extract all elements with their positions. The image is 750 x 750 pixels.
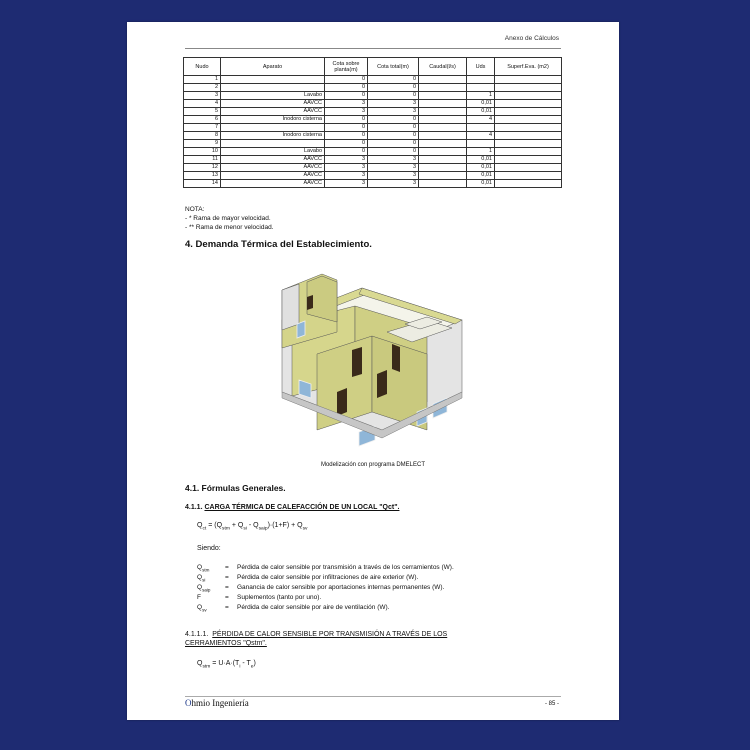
table-cell: 4 <box>184 100 221 108</box>
table-cell: 13 <box>184 172 221 180</box>
table-cell: 8 <box>184 132 221 140</box>
formula-text: = (Q <box>206 522 223 529</box>
table-cell: 3 <box>368 156 419 164</box>
footer-divider <box>185 696 561 697</box>
table-row <box>184 76 562 84</box>
table-cell <box>419 132 467 140</box>
table-cell: 3 <box>325 172 368 180</box>
document-page <box>127 22 619 720</box>
definition-symbol: $Q_{stm}$ <box>197 564 210 573</box>
table-cell: 0,01 <box>467 108 495 116</box>
section-4-1-1-1-title-line-2: CERRAMIENTOS "Qstm". <box>185 640 267 647</box>
table-cell: 0 <box>368 124 419 132</box>
table-cell: 0 <box>325 148 368 156</box>
table-cell <box>495 180 562 188</box>
table-cell <box>221 124 325 132</box>
table-cell <box>495 92 562 100</box>
definition-text: Ganancia de calor sensible por aportaciones internas permanentes (W). <box>237 584 445 591</box>
building-3d-model-image <box>277 262 482 454</box>
table-cell <box>419 124 467 132</box>
definition-symbol: $Q_{sv}$ <box>197 604 207 613</box>
table-row <box>184 108 562 116</box>
formula-subscript: i <box>239 664 241 670</box>
table-cell: 0,01 <box>467 172 495 180</box>
definition-equals: = <box>225 594 229 601</box>
formula-subscript: si <box>243 526 247 532</box>
table-cell: 0 <box>325 92 368 100</box>
table-cell <box>495 156 562 164</box>
table-row <box>184 132 562 140</box>
section-4-1-1-1-number: 4.1.1.1. <box>185 631 209 638</box>
definition-text: Pérdida de calor sensible por transmisión a través de los cerramientos (W). <box>237 564 454 571</box>
table-cell <box>467 124 495 132</box>
table-cell: 6 <box>184 116 221 124</box>
formula-text: ) <box>253 660 256 667</box>
table-cell: AAVCC <box>221 164 325 172</box>
table-cell <box>495 76 562 84</box>
table-body <box>184 76 562 188</box>
table-cell <box>495 100 562 108</box>
formula-text: - T <box>240 660 251 667</box>
table-cell: 0 <box>368 92 419 100</box>
formula-qct <box>197 522 307 531</box>
table-cell: 0 <box>368 132 419 140</box>
table-cell: 0,01 <box>467 180 495 188</box>
table-cell <box>495 132 562 140</box>
table-cell <box>221 84 325 92</box>
notes <box>185 205 274 232</box>
table-cell: Inodoro cisterna <box>221 132 325 140</box>
table-cell: 0,01 <box>467 156 495 164</box>
table-cell: 0 <box>325 84 368 92</box>
table-cell: 0 <box>368 76 419 84</box>
notes-title: NOTA: <box>185 206 205 213</box>
table-cell: 3 <box>325 108 368 116</box>
table-cell <box>419 84 467 92</box>
header-title: Anexo de Cálculos <box>504 35 559 42</box>
definition-equals: = <box>225 564 229 571</box>
table-cell <box>495 84 562 92</box>
definition-symbol: $Q_{saip}$ <box>197 584 211 593</box>
definition-text: Pérdida de calor sensible por infiltraciones de aire exterior (W). <box>237 574 419 581</box>
header-divider <box>185 48 561 49</box>
table-row <box>184 180 562 188</box>
notes-line-2: - ** Rama de menor velocidad. <box>185 224 274 231</box>
table-cell: Lavabo <box>221 148 325 156</box>
formula-subscript: ct <box>202 526 207 532</box>
formula-subscript: stm <box>222 526 230 532</box>
table-cell <box>419 172 467 180</box>
table-cell <box>467 76 495 84</box>
table-cell <box>419 108 467 116</box>
table-cell <box>419 180 467 188</box>
table-cell <box>495 148 562 156</box>
definition-text: Suplementos (tanto por uno). <box>237 594 322 601</box>
table-cell: 10 <box>184 148 221 156</box>
table-row <box>184 172 562 180</box>
table-column-header: Superf.Eva. (m2) <box>495 58 562 76</box>
table-cell <box>495 108 562 116</box>
table-cell: 3 <box>368 164 419 172</box>
formula-symbol: Q <box>197 660 203 667</box>
notes-line-1: - * Rama de mayor velocidad. <box>185 215 271 222</box>
table-cell: 3 <box>368 180 419 188</box>
table-cell: 0 <box>325 132 368 140</box>
table-cell: 0 <box>368 148 419 156</box>
table-column-header: Caudal(l/s) <box>419 58 467 76</box>
formula-text: )·(1+F) + Q <box>267 522 303 529</box>
section-4-heading: 4. Demanda Térmica del Establecimiento. <box>185 239 372 250</box>
table-cell: 11 <box>184 156 221 164</box>
table-cell: 0 <box>325 124 368 132</box>
table-cell <box>419 148 467 156</box>
table-cell <box>419 140 467 148</box>
table-cell: 12 <box>184 164 221 172</box>
table-cell <box>495 164 562 172</box>
table-cell: 0 <box>368 84 419 92</box>
formula-text: = U·A·(T <box>210 660 240 667</box>
table-cell <box>221 76 325 84</box>
table-cell: 2 <box>184 84 221 92</box>
table-row <box>184 116 562 124</box>
section-4-1-1-1-title-line-1: PÉRDIDA DE CALOR SENSIBLE POR TRANSMISIÓN A TRAVÉS DE LOS <box>212 631 448 638</box>
table-row <box>184 124 562 132</box>
table-cell <box>495 172 562 180</box>
table-cell: 1 <box>467 148 495 156</box>
table-column-header: Uds <box>467 58 495 76</box>
table-cell <box>467 84 495 92</box>
section-4-1-1-title: CARGA TÉRMICA DE CALEFACCIÓN DE UN LOCAL "Qct". <box>204 504 400 511</box>
definition-equals: = <box>225 574 229 581</box>
section-4-1-1-1-heading <box>185 630 447 648</box>
table-cell: 3 <box>368 108 419 116</box>
table-cell: 3 <box>184 92 221 100</box>
nodes-table <box>183 57 562 188</box>
table-cell: 3 <box>368 172 419 180</box>
section-4-1-heading: 4.1. Fórmulas Generales. <box>185 483 286 493</box>
table-row <box>184 100 562 108</box>
figure-caption: Modelización con programa DMELECT <box>320 462 426 468</box>
table-cell: 3 <box>325 156 368 164</box>
table-cell: 1 <box>184 76 221 84</box>
section-4-1-1-heading <box>185 504 399 511</box>
table-column-header: Nudo <box>184 58 221 76</box>
table-row <box>184 140 562 148</box>
page-number: - 85 - <box>544 701 559 707</box>
table-cell: 9 <box>184 140 221 148</box>
table-cell <box>419 92 467 100</box>
siendo-label: Siendo: <box>197 545 221 552</box>
table-cell: 7 <box>184 124 221 132</box>
table-cell: 3 <box>325 180 368 188</box>
definition-equals: = <box>225 604 229 611</box>
formula-subscript: e <box>250 664 254 670</box>
definition-symbol: F <box>197 594 201 601</box>
definition-equals: = <box>225 584 229 591</box>
table-cell: 3 <box>325 100 368 108</box>
table-cell: 14 <box>184 180 221 188</box>
table-cell <box>221 140 325 148</box>
formula-text: - Q <box>246 522 259 529</box>
table-cell <box>467 140 495 148</box>
table-cell: AAVCC <box>221 172 325 180</box>
table-cell <box>419 116 467 124</box>
footer-logo: Ohmio Ingeniería <box>185 698 249 708</box>
table-cell: 0 <box>325 116 368 124</box>
table-cell: AAVCC <box>221 108 325 116</box>
formula-subscript: saip <box>258 526 268 532</box>
table-cell: 3 <box>368 100 419 108</box>
table-column-header: Cota sobre planta(m) <box>325 58 368 76</box>
table-cell: 0,01 <box>467 100 495 108</box>
table-cell <box>419 164 467 172</box>
table-cell: 0 <box>325 140 368 148</box>
table-row <box>184 92 562 100</box>
table-cell: 1 <box>467 92 495 100</box>
table-column-header: Aparato <box>221 58 325 76</box>
formula-symbol: Q <box>197 522 203 529</box>
table-row <box>184 148 562 156</box>
table-cell: AAVCC <box>221 100 325 108</box>
table-cell: Lavabo <box>221 92 325 100</box>
table-cell: 4 <box>467 116 495 124</box>
table-cell <box>495 124 562 132</box>
table-cell: 0 <box>368 116 419 124</box>
table-column-header: Cota total(m) <box>368 58 419 76</box>
table-cell: 5 <box>184 108 221 116</box>
table-cell: AAVCC <box>221 180 325 188</box>
table-cell <box>419 100 467 108</box>
table-cell: 0,01 <box>467 164 495 172</box>
table-row <box>184 164 562 172</box>
formula-text: + Q <box>229 522 244 529</box>
definition-text: Pérdida de calor sensible por aire de ventilación (W). <box>237 604 390 611</box>
table-cell: 4 <box>467 132 495 140</box>
table-cell <box>419 156 467 164</box>
table-cell: Inodoro cisterna <box>221 116 325 124</box>
table-cell: 0 <box>368 140 419 148</box>
table-header <box>184 58 562 76</box>
table-cell: AAVCC <box>221 156 325 164</box>
formula-subscript: stm <box>202 664 211 670</box>
table-cell <box>419 76 467 84</box>
formula-qstm <box>197 660 256 669</box>
table-cell: 0 <box>325 76 368 84</box>
table-cell <box>495 140 562 148</box>
table-row <box>184 156 562 164</box>
formula-subscript: sv <box>302 526 308 532</box>
table-cell: 3 <box>325 164 368 172</box>
definition-symbol: $Q_{si}$ <box>197 574 206 583</box>
table-cell <box>495 116 562 124</box>
section-4-1-1-number: 4.1.1. <box>185 504 203 511</box>
table-row <box>184 84 562 92</box>
